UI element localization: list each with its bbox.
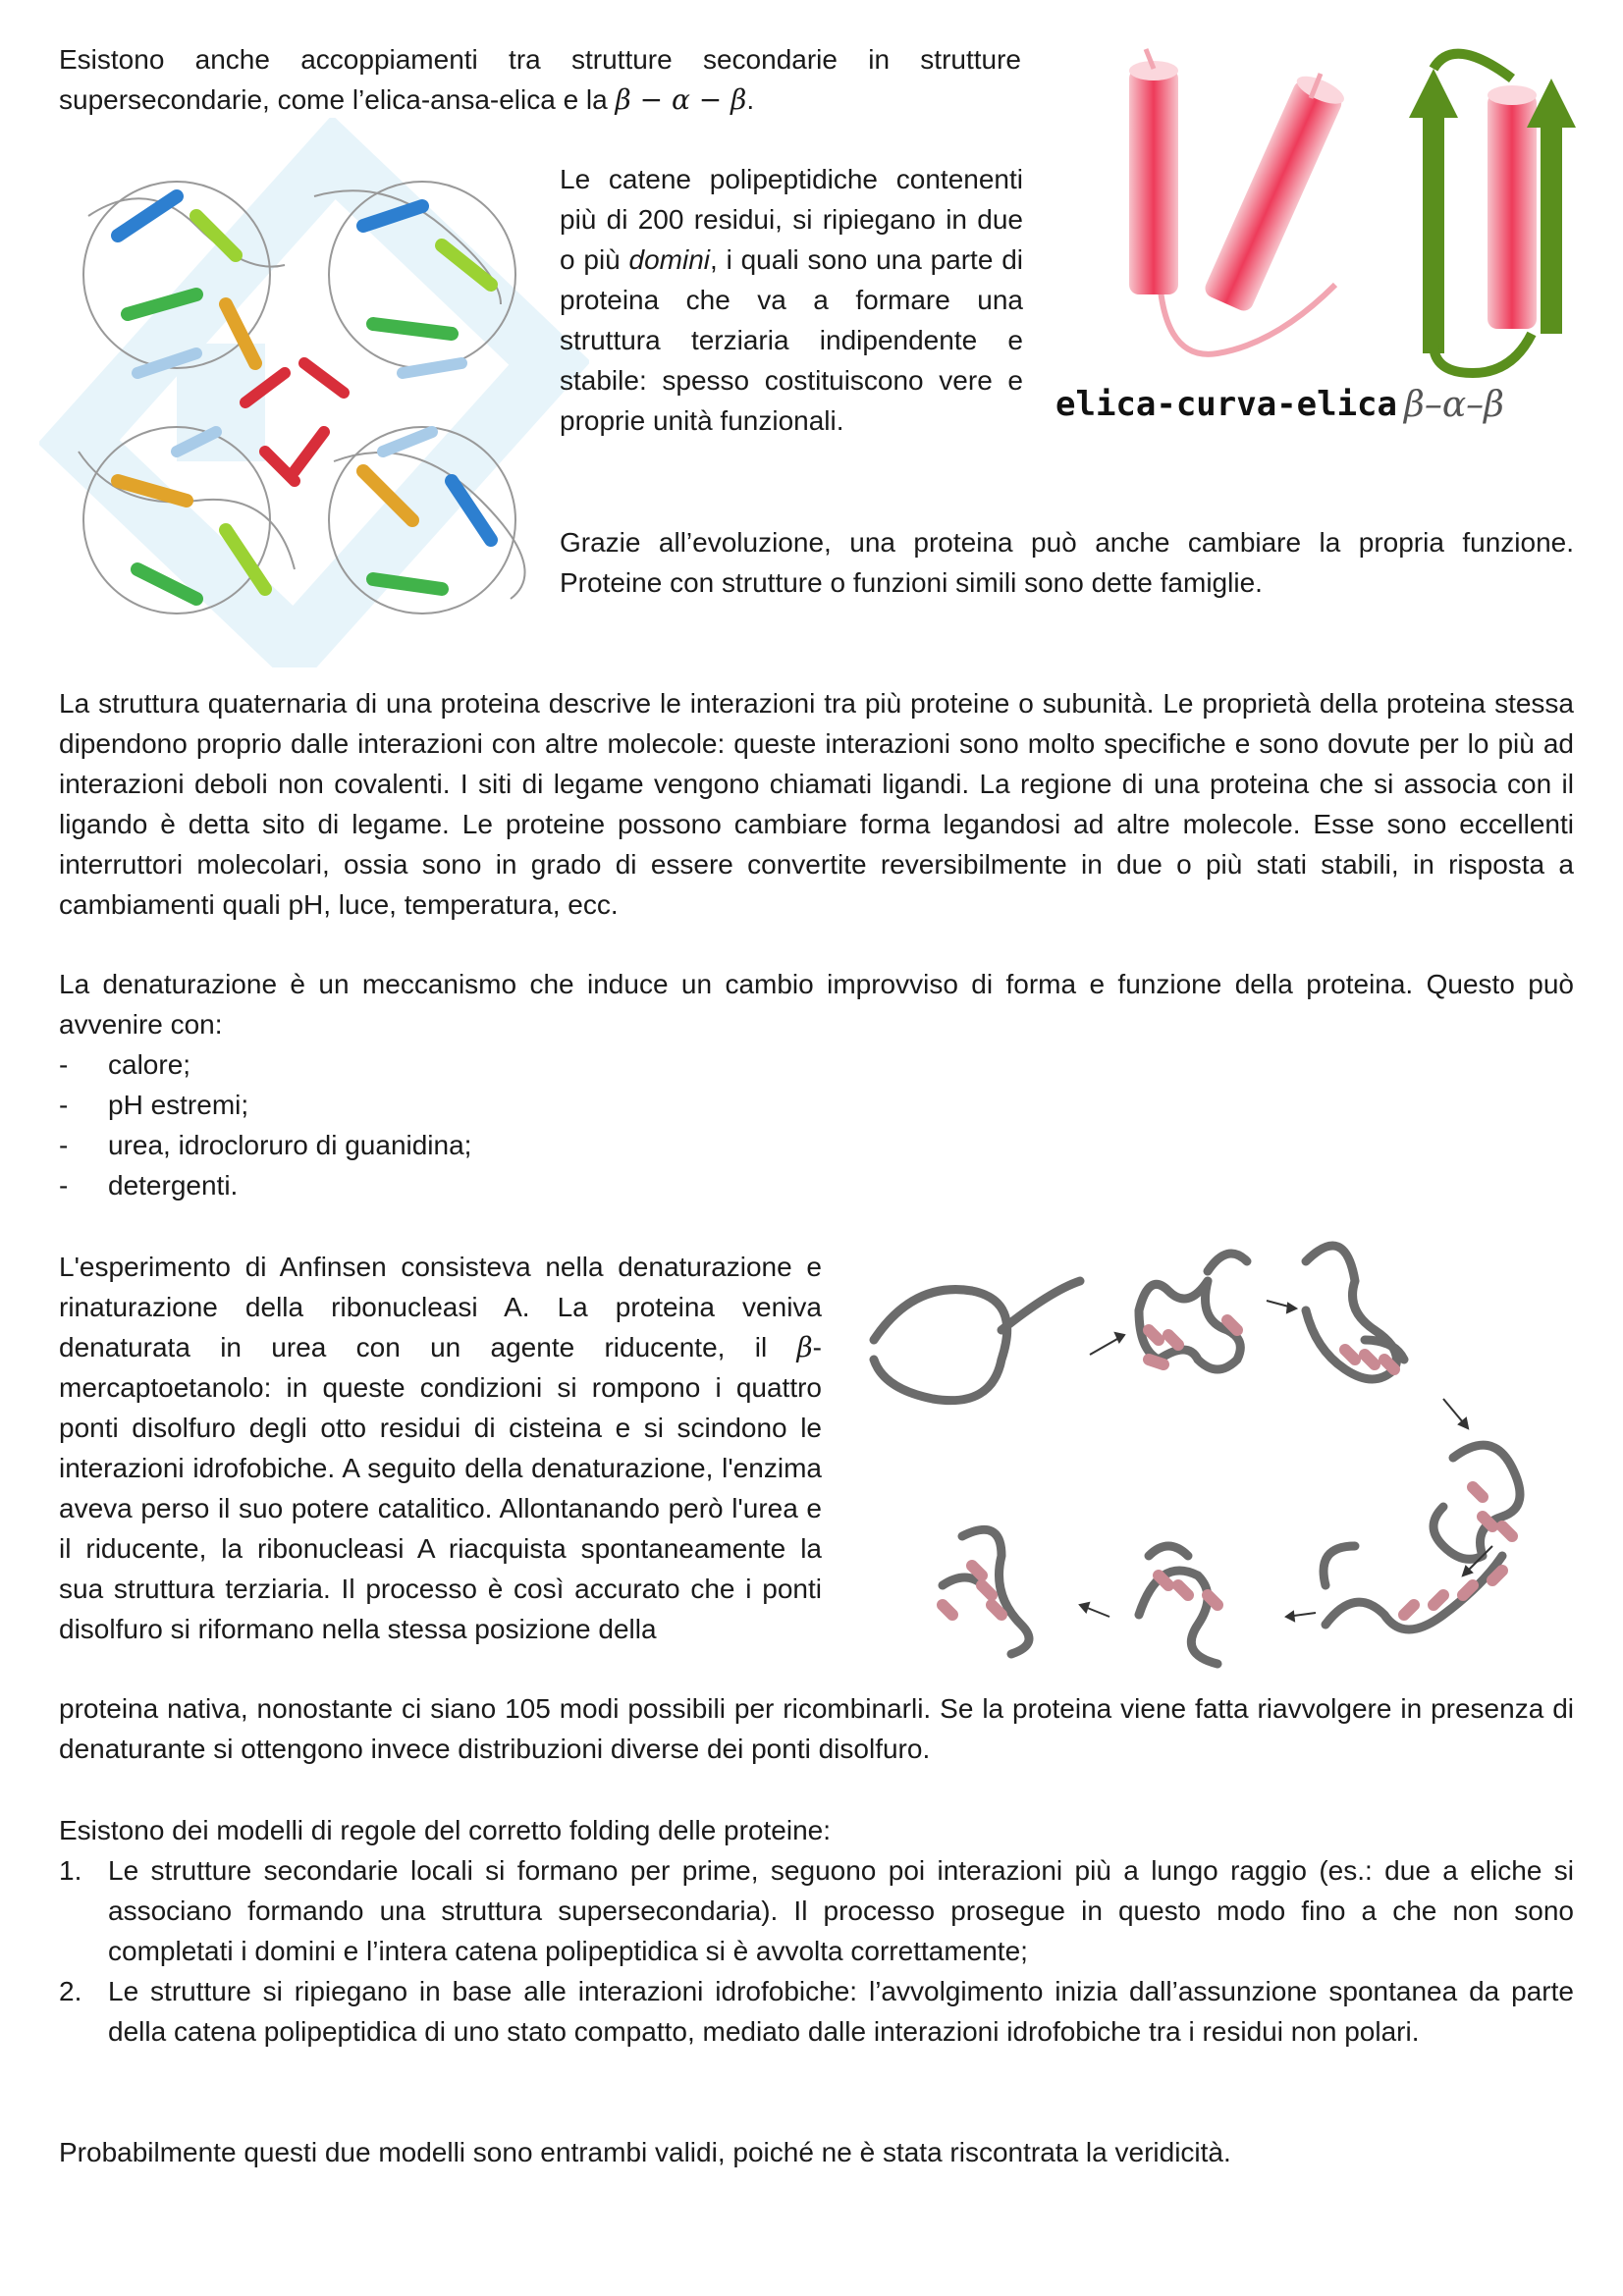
beta-symbol: β [796,1331,813,1363]
intro-text: Esistono anche accoppiamenti tra strutture secondarie in strutture supersecondarie, come l’elica-ansa-elica e la [59,44,1021,115]
anfinsen-continuation: proteina nativa, nonostante ci siano 105 modi possibili per ricombinarli. Se la proteina viene fatta riavvolgere in presenza di denaturante si ottengono invece distribuzioni diverse dei ponti disolfuro. [59,1693,1574,1764]
list-item: - calore; [59,1044,1574,1085]
folding-intro: Esistono dei modelli di regole del corretto folding delle proteine: [59,1815,832,1845]
domains-text-2: , i quali sono una parte di proteina che va a formare una struttura terziaria indipendente e stabile: spesso costituiscono vere e proprie unità funzionali. [560,244,1023,436]
intro-end: . [746,84,755,115]
list-item [59,1971,1574,2052]
caption-helix-turn-helix: elica-curva-elica [1055,385,1397,424]
conclusion-paragraph: Probabilmente questi due modelli sono entrambi validi, poiché ne è stata riscontrata la veridicità. [59,2137,1231,2167]
domains-paragraph [560,159,1023,441]
beta-alpha-beta-shape [1409,54,1576,373]
anfinsen-text-1: L'esperimento di Anfinsen consisteva nella denaturazione e rinaturazione della ribonucleasi A. La proteina veniva denaturata in urea con un agente riducente, il [59,1252,822,1362]
refolding-pathway-figure [854,1232,1581,1683]
list-item [59,1850,1574,1971]
anfinsen-text-2: -mercaptoetanolo: in queste condizioni si rompono i quattro ponti disolfuro degli otto residui di cisteina e si scindono le interazioni idrofobiche. A seguito della denaturazione, l'enzima aveva perso il suo potere catalitico. Allontanando però l'urea e il riducente, la ribonucleasi A riacquista spontaneamente la sua struttura terziaria. Il processo è così accurato che i ponti disolfuro si riformano nella stessa posizione della [59,1332,822,1644]
denaturation-section [59,964,1574,1205]
list-number: 1. [59,1855,82,1886]
beta-alpha-beta-math: β − α − β [615,83,747,116]
list-item: - pH estremi; [59,1085,1574,1125]
protein-domain-figure [59,157,540,648]
helix-turn-helix-shape [1129,49,1348,354]
list-item: - detergenti. [59,1165,1574,1205]
list-number: 2. [59,1976,82,2006]
supersecondary-motif-figure [1100,39,1591,383]
domains-text-1: Le catene polipeptidiche contenenti più di 200 residui, si ripiegano in due o più [560,164,1023,275]
domains-emphasis: domini [628,244,711,275]
denaturation-list [59,1044,1574,1205]
list-text: Le strutture si ripiegano in base alle interazioni idrofobiche: l’avvolgimento inizia dall’assunzione spontanea da parte della catena polipeptidica di uno stato compatto, mediato dalle interazioni idrofobiche tra i residui non polari. [108,1976,1574,2047]
intro-paragraph [59,39,1021,120]
caption-beta-alpha-beta: β–α–β [1404,385,1504,425]
folding-section [59,1810,1574,2052]
quaternary-paragraph: La struttura quaternaria di una proteina descrive le interazioni tra più proteine o subunità. Le proprietà della proteina stessa dipendono proprio dalle interazioni con altre molecole: queste interazioni sono molto specifiche e sono dovute per lo più ad interazioni deboli non covalenti. I siti di legame vengono chiamati ligandi. La regione di una proteina che si associa con il ligando è detta sito di legame. Le proteine possono cambiare forma legandosi ad altre molecole. Esse sono eccellenti interruttori molecolari, ossia sono in grado di essere convertite reversibilmente in due o più stati stabili, in risposta a cambiamenti quali pH, luce, temperatura, ecc. [59,688,1574,920]
folding-list [59,1850,1574,2052]
denaturation-intro: La denaturazione è un meccanismo che induce un cambio improvviso di forma e funzione della proteina. Questo può avvenire con: [59,969,1574,1040]
list-item: - urea, idrocloruro di guanidina; [59,1125,1574,1165]
list-text: Le strutture secondarie locali si formano per prime, seguono poi interazioni più a lungo raggio (es.: due a eliche si associano formando una struttura supersecondaria). Il processo prosegue in questo modo fino a che non sono completati i domini e l’intera catena polipeptidica si è avvolta correttamente; [108,1855,1574,1966]
evolution-paragraph: Grazie all’evoluzione, una proteina può anche cambiare la propria funzione. Proteine con strutture o funzioni simili sono dette famiglie. [560,527,1574,598]
anfinsen-paragraph [59,1247,822,1649]
